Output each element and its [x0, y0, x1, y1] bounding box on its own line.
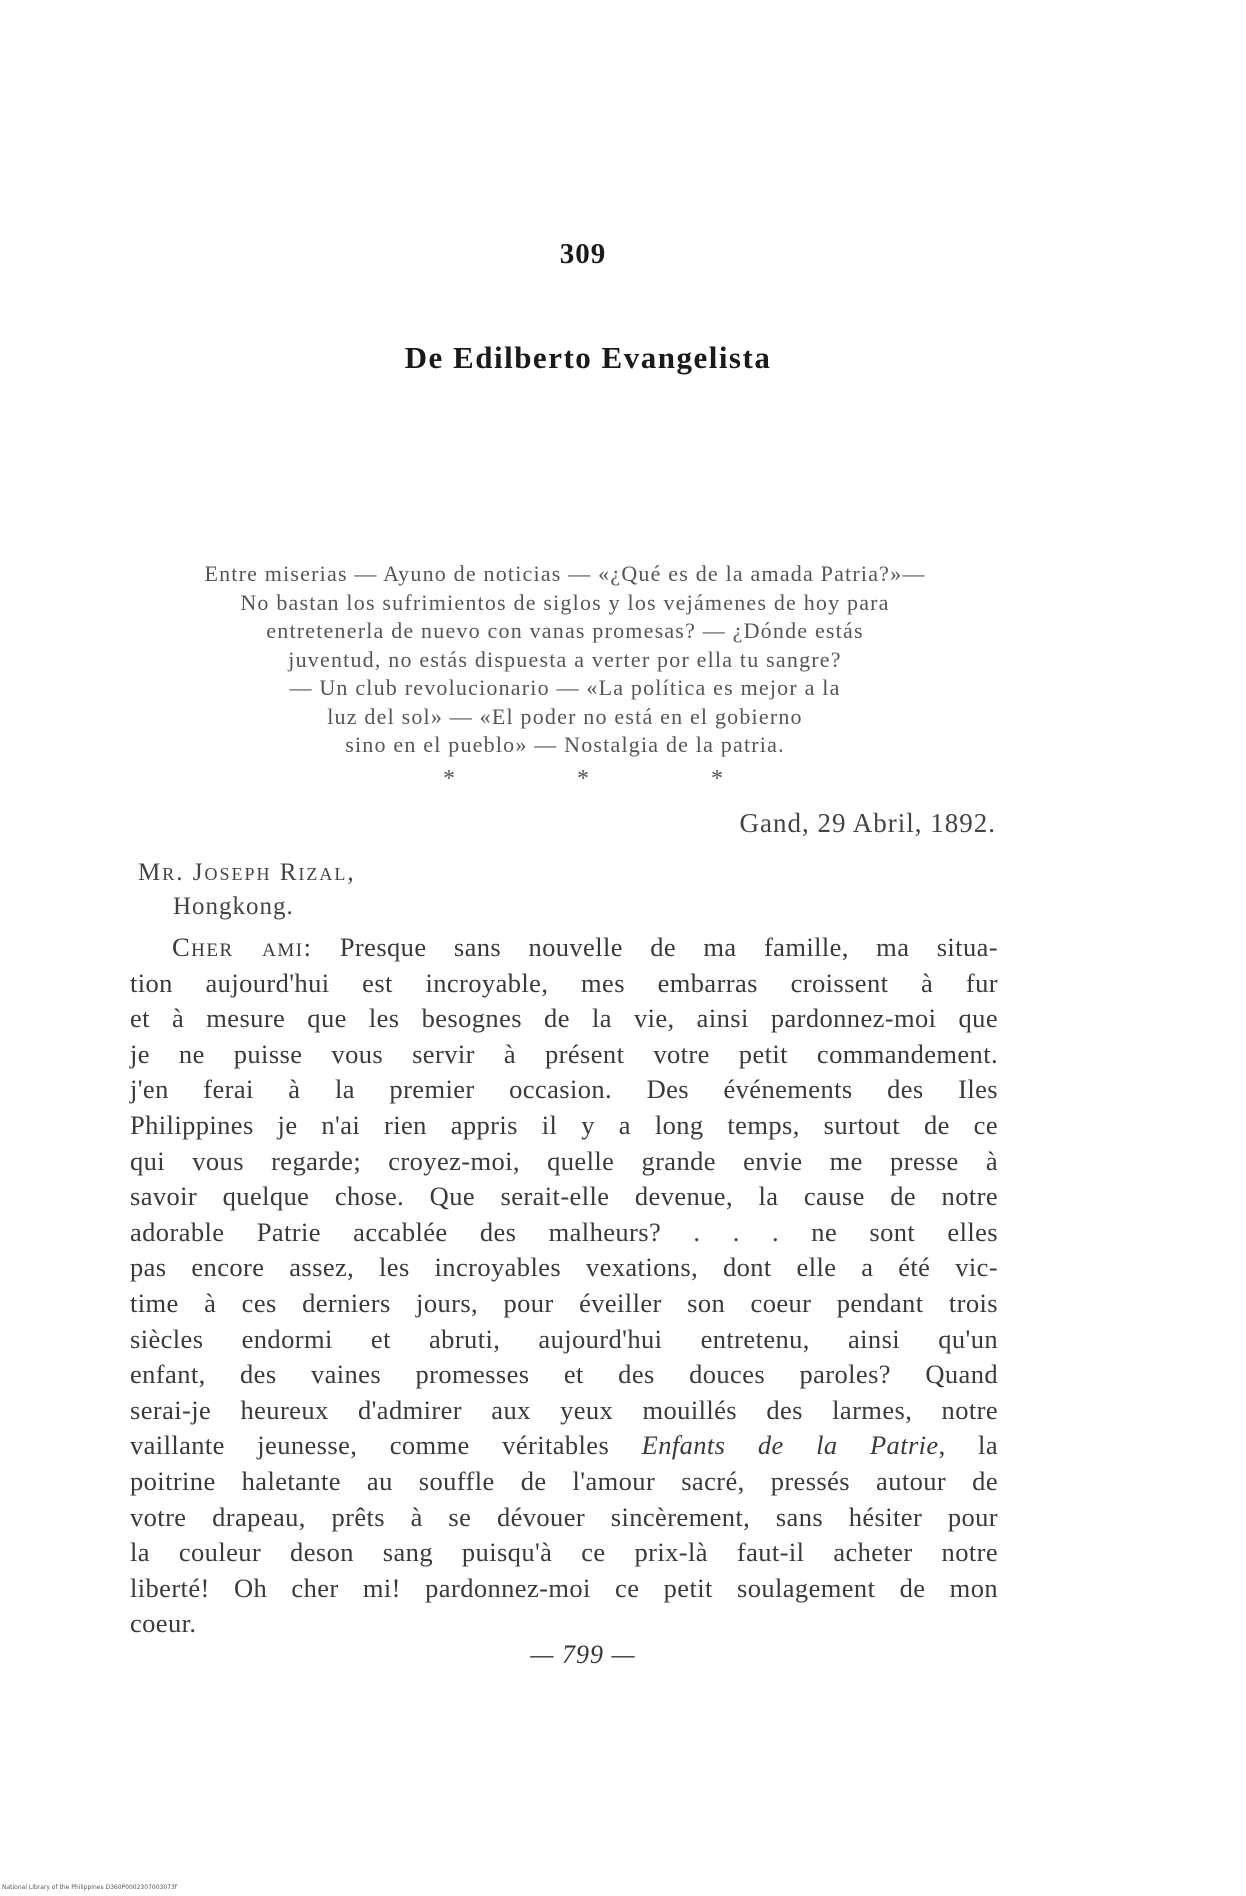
- body-line: siècles endormi et abruti, aujourd'hui entretenu, ainsi qu'un: [130, 1323, 998, 1354]
- body-line: et à mesure que les besognes de la vie, ainsi pardonnez-moi que: [130, 1003, 998, 1034]
- library-watermark: National Library of the Philippines D360P0002307003073f: [2, 1884, 177, 1891]
- body-line: Philippines je n'ai rien appris il y a long temps, surtout de ce: [130, 1109, 998, 1140]
- addressee-name: Mr. Joseph Rizal,: [138, 859, 356, 886]
- summary-line: sino en el pueblo» — Nostalgia de la patria.: [345, 732, 785, 757]
- summary-line: luz del sol» — «El poder no está en el gobierno: [327, 703, 803, 729]
- addressee-city: Hongkong.: [173, 893, 294, 920]
- body-line: adorable Patrie accablée des malheurs? . . . ne sont elles: [130, 1216, 998, 1247]
- body-line: poitrine haletante au souffle de l'amour sacré, pressés autour de: [130, 1465, 998, 1496]
- emphasized-phrase: Enfants de la Patrie: [641, 1430, 939, 1461]
- body-line: [130, 1428, 998, 1464]
- section-separator: * * *: [443, 766, 781, 792]
- summary-line: Entre miserias — Ayuno de noticias — «¿Qué es de la amada Patria?»—: [204, 561, 926, 586]
- body-line: qui vous regarde; croyez-moi, quelle grande envie me presse à: [130, 1145, 998, 1176]
- body-line-text: Presque sans nouvelle de ma famille, ma situa-: [312, 932, 998, 962]
- summary-line: No bastan los sufrimientos de siglos y los vejámenes de hoy para: [240, 589, 890, 615]
- body-line: pas encore assez, les incroyables vexations, dont elle a été vic-: [130, 1252, 998, 1283]
- summary-line: — Un club revolucionario — «La política es mejor a la: [289, 675, 841, 700]
- body-line-text: , la: [938, 1430, 998, 1461]
- body-line: savoir quelque chose. Que serait-elle devenue, la cause de notre: [130, 1181, 998, 1212]
- body-line: time à ces derniers jours, pour éveiller son coeur pendant trois: [130, 1287, 998, 1318]
- body-line: tion aujourd'hui est incroyable, mes embarras croissent à fur: [130, 967, 998, 998]
- dateline: Gand, 29 Abril, 1892.: [739, 808, 996, 838]
- letter-summary: [130, 560, 1000, 760]
- body-line: votre drapeau, prêts à se dévouer sincèrement, sans hésiter pour: [130, 1501, 998, 1532]
- body-line: [130, 930, 998, 966]
- body-line: je ne puisse vous servir à présent votre petit commandement.: [130, 1038, 998, 1069]
- body-line: la couleur deson sang puisqu'à ce prix-là faut-il acheter notre: [130, 1537, 998, 1568]
- body-line: enfant, des vaines promesses et des douces paroles? Quand: [130, 1359, 998, 1390]
- body-line: serai-je heureux d'admirer aux yeux mouillés des larmes, notre: [130, 1394, 998, 1425]
- summary-line: entretenerla de nuevo con vanas promesas? — ¿Dónde estás: [266, 618, 864, 643]
- page-folio: — 799 —: [530, 1640, 636, 1669]
- body-line: liberté! Oh cher mi! pardonnez-moi ce petit soulagement de mon: [130, 1572, 998, 1603]
- body-line: coeur.: [130, 1608, 197, 1639]
- letter-number: 309: [559, 238, 607, 270]
- body-line-text: vaillante jeunesse, comme véritables: [130, 1430, 642, 1461]
- addressee-block: [138, 856, 356, 924]
- letter-body: [130, 930, 998, 1642]
- summary-line: juventud, no estás dispuesta a verter por ella tu sangre?: [288, 646, 842, 672]
- letter-title: De Edilberto Evangelista: [404, 340, 772, 375]
- salutation: Cher ami:: [172, 932, 313, 962]
- body-line: j'en ferai à la premier occasion. Des événements des Iles: [130, 1074, 998, 1105]
